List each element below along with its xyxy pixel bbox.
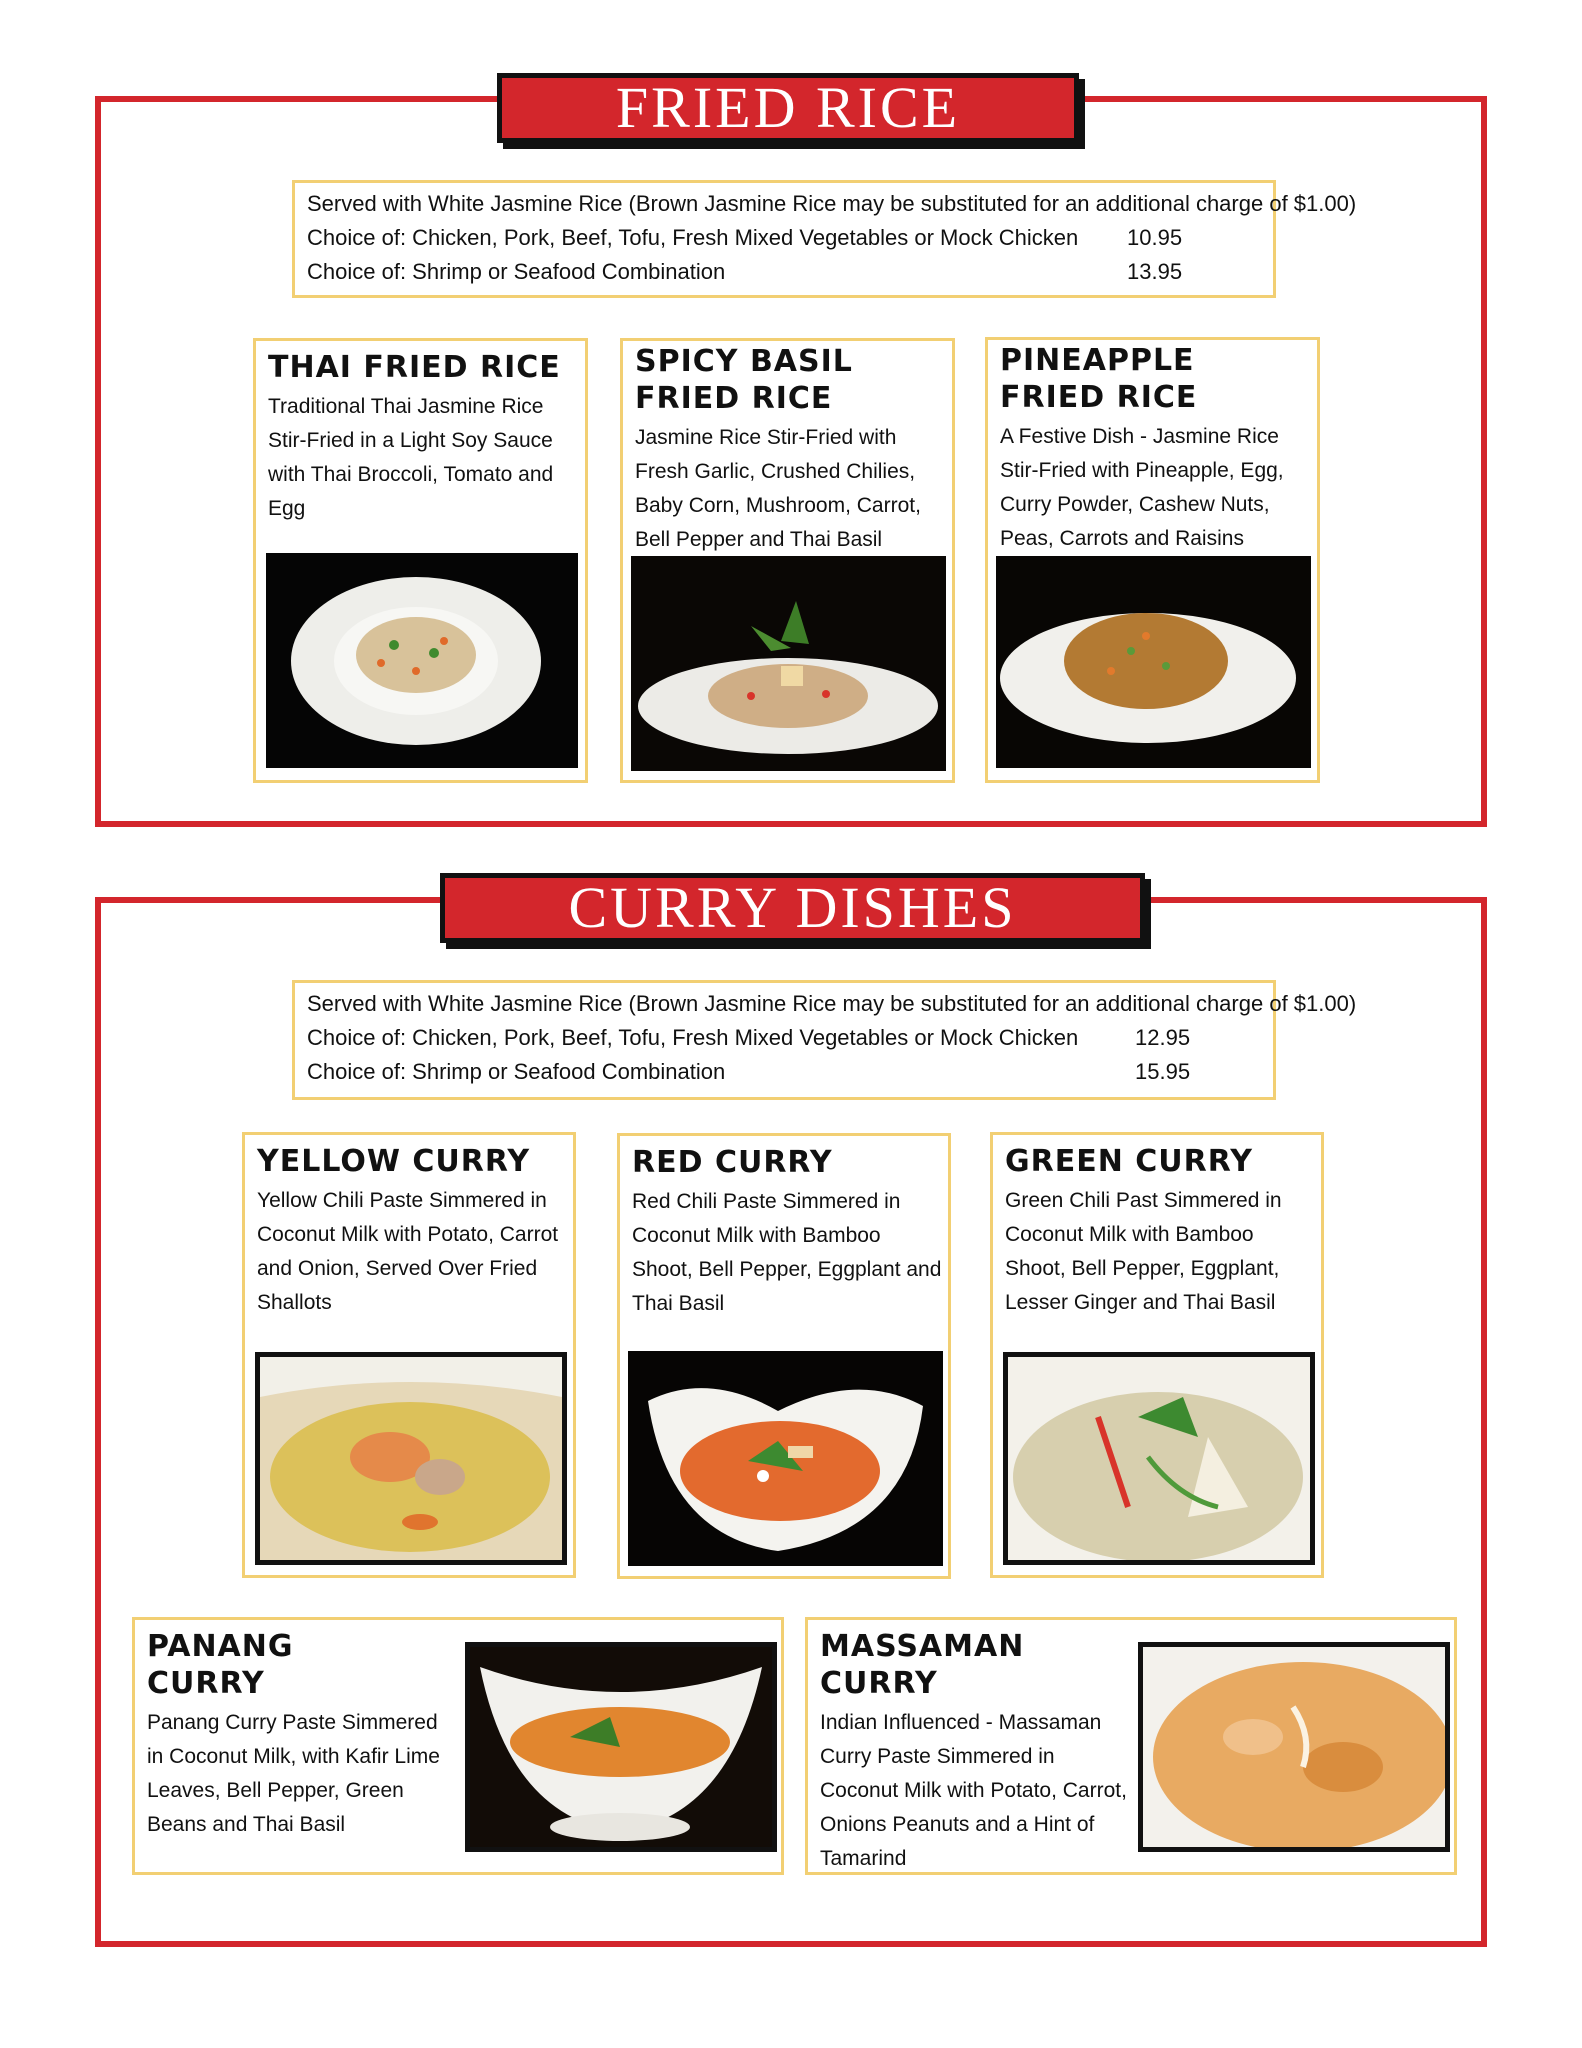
dish-description: Panang Curry Paste Simmered in Coconut Milk, with Kafir Lime Leaves, Bell Pepper, Green Beans and Thai Basil xyxy=(147,1711,440,1836)
info-line-3 xyxy=(307,255,1261,289)
dish-name: MASSAMAN CURRY xyxy=(820,1629,1025,1701)
info-line-1: Served with White Jasmine Rice (Brown Jasmine Rice may be substituted for an additional charge of $1.00) xyxy=(307,991,1357,1016)
dish-photo xyxy=(266,553,578,768)
dish-card-pineapple-fried-rice xyxy=(985,337,1320,783)
info-line-3 xyxy=(307,1055,1261,1089)
dish-name: SPICY BASIL FRIED RICE xyxy=(635,344,853,416)
info-line-2 xyxy=(307,221,1261,255)
price-regular: 12.95 xyxy=(1135,1025,1191,1050)
dish-description: Yellow Chili Paste Simmered in Coconut Milk with Potato, Carrot and Onion, Served Over Fried Shallots xyxy=(257,1189,559,1314)
info-line-3-text: Choice of: Shrimp or Seafood Combination xyxy=(307,1059,726,1084)
dish-card-green-curry xyxy=(990,1132,1324,1578)
dish-description: Traditional Thai Jasmine Rice Stir-Fried in a Light Soy Sauce with Thai Broccoli, Tomato and Egg xyxy=(268,395,554,520)
dish-photo xyxy=(628,1351,943,1566)
info-line-1: Served with White Jasmine Rice (Brown Jasmine Rice may be substituted for an additional charge of $1.00) xyxy=(307,191,1357,216)
curry-dishes-title: CURRY DISHES xyxy=(568,875,1017,940)
dish-description: Jasmine Rice Stir-Fried with Fresh Garlic, Crushed Chilies, Baby Corn, Mushroom, Carrot, Bell Pepper and Thai Basil xyxy=(635,426,921,551)
fried-rice-title: FRIED RICE xyxy=(615,75,961,140)
dish-name: THAI FRIED RICE xyxy=(268,350,561,385)
dish-name: RED CURRY xyxy=(632,1145,833,1180)
dish-card-spicy-basil-fried-rice xyxy=(620,338,955,783)
dish-photo xyxy=(1138,1642,1450,1852)
dish-description: Red Chili Paste Simmered in Coconut Milk with Bamboo Shoot, Bell Pepper, Eggplant and Thai Basil xyxy=(632,1190,942,1315)
info-line-3-text: Choice of: Shrimp or Seafood Combination xyxy=(307,259,726,284)
dish-card-thai-fried-rice xyxy=(253,338,588,783)
dish-card-red-curry xyxy=(617,1133,951,1579)
dish-description: Green Chili Past Simmered in Coconut Milk with Bamboo Shoot, Bell Pepper, Eggplant, Lesser Ginger and Thai Basil xyxy=(1005,1189,1282,1314)
dish-name: PINEAPPLE FRIED RICE xyxy=(1000,343,1198,415)
dish-name: YELLOW CURRY xyxy=(257,1144,531,1179)
curry-dishes-title-banner xyxy=(440,873,1145,943)
dish-name: GREEN CURRY xyxy=(1005,1144,1253,1179)
curry-info-box xyxy=(292,980,1357,1100)
dish-photo xyxy=(255,1352,567,1565)
price-seafood: 15.95 xyxy=(1135,1059,1191,1084)
dish-name: PANANG CURRY xyxy=(147,1629,294,1701)
dish-photo xyxy=(631,556,946,771)
dish-photo xyxy=(1003,1352,1315,1565)
dish-photo xyxy=(465,1642,777,1852)
dish-card-yellow-curry xyxy=(242,1132,576,1578)
info-line-2 xyxy=(307,1021,1261,1055)
info-line-2-text: Choice of: Chicken, Pork, Beef, Tofu, Fresh Mixed Vegetables or Mock Chicken xyxy=(307,225,1079,250)
info-line-2-text: Choice of: Chicken, Pork, Beef, Tofu, Fresh Mixed Vegetables or Mock Chicken xyxy=(307,1025,1079,1050)
fried-rice-title-banner xyxy=(497,73,1079,143)
price-seafood: 13.95 xyxy=(1127,259,1183,284)
dish-description: A Festive Dish - Jasmine Rice Stir-Fried with Pineapple, Egg, Curry Powder, Cashew Nuts, Peas, Carrots and Raisins xyxy=(1000,425,1284,550)
dish-photo xyxy=(996,556,1311,768)
price-regular: 10.95 xyxy=(1127,225,1183,250)
dish-card-panang-curry xyxy=(132,1617,784,1875)
dish-description: Indian Influenced - Massaman Curry Paste Simmered in Coconut Milk with Potato, Carrot, Onions Peanuts and a Hint of Tamarind xyxy=(820,1711,1127,1870)
fried-rice-info-box xyxy=(292,180,1357,298)
dish-card-massaman-curry xyxy=(805,1617,1457,1875)
